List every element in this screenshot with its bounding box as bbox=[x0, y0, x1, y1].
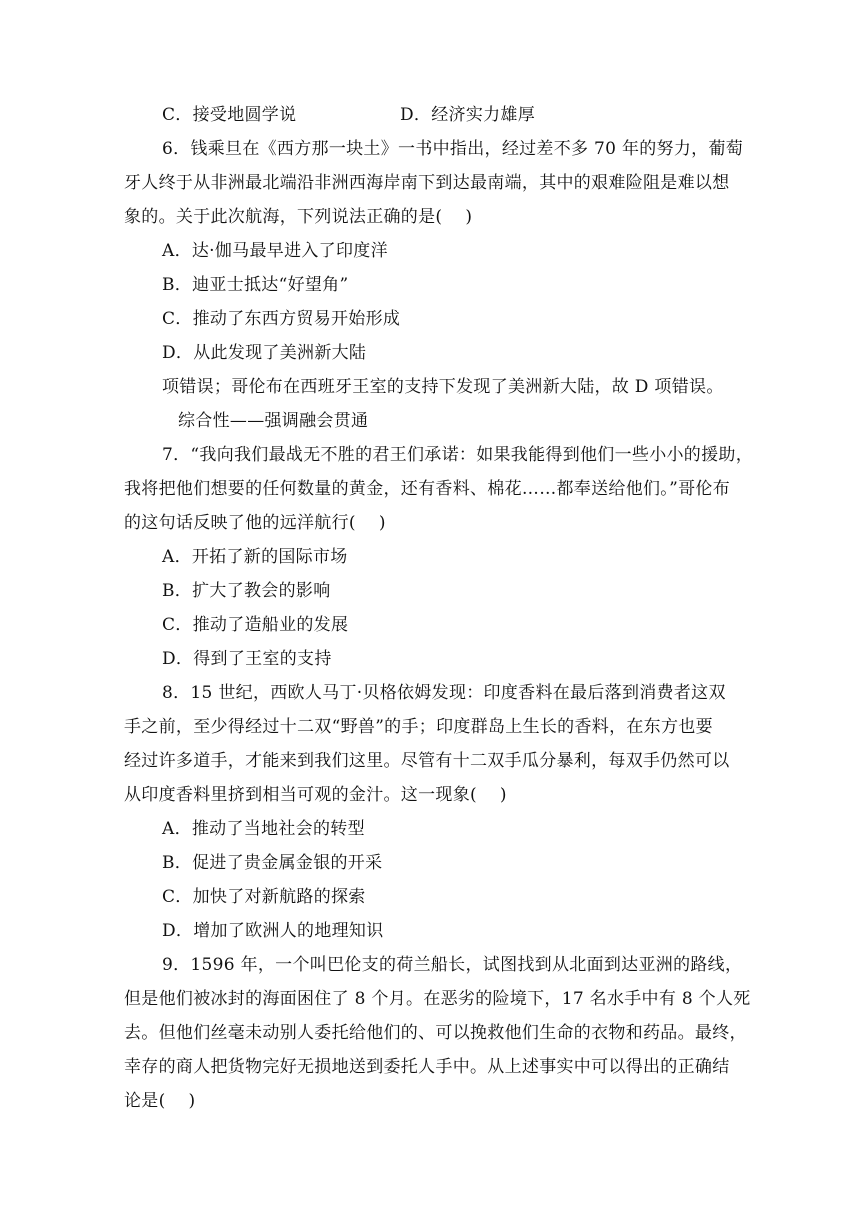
q9-stem-line-5: 论是( ) bbox=[124, 1091, 196, 1111]
q5-option-d: D．经济实力雄厚 bbox=[400, 105, 536, 125]
q8-stem-line-1: 8．15 世纪，西欧人马丁·贝格依姆发现：印度香料在最后落到消费者这双 bbox=[162, 683, 726, 703]
q7-stem-line-3: 的这句话反映了他的远洋航行( ) bbox=[124, 513, 386, 533]
q9-stem-line-4: 幸存的商人把货物完好无损地送到委托人手中。从上述事实中可以得出的正确结 bbox=[124, 1057, 730, 1077]
q9-stem-line-1: 9．1596 年，一个叫巴伦支的荷兰船长，试图找到从北面到达亚洲的路线， bbox=[162, 955, 743, 975]
q7-option-a: A．开拓了新的国际市场 bbox=[162, 547, 348, 567]
q7-option-b: B．扩大了教会的影响 bbox=[162, 581, 331, 601]
q7-stem-line-1: 7．“我向我们最战无不胜的君王们承诺：如果我能得到他们一些小小的援助， bbox=[162, 445, 754, 465]
q8-stem-line-3: 经过许多道手，才能来到我们这里。尽管有十二双手瓜分暴利，每双手仍然可以 bbox=[124, 751, 730, 771]
q8-option-d: D．增加了欧洲人的地理知识 bbox=[162, 921, 384, 941]
q9-stem-line-3: 去。但他们丝毫未动别人委托给他们的、可以挽救他们生命的衣物和药品。最终， bbox=[124, 1023, 747, 1043]
q8-stem-line-2: 手之前，至少得经过十二双“野兽”的手；印度群岛上生长的香料，在东方也要 bbox=[124, 717, 713, 737]
q8-option-b: B．促进了贵金属金银的开采 bbox=[162, 853, 383, 873]
q7-stem-line-2: 我将把他们想要的任何数量的黄金，还有香料、棉花……都奉送给他们。”哥伦布 bbox=[124, 479, 730, 499]
q6-stem-line-2: 牙人终于从非洲最北端沿非洲西海岸南下到达最南端，其中的艰难险阻是难以想 bbox=[124, 173, 730, 193]
q7-option-c: C．推动了造船业的发展 bbox=[162, 615, 349, 635]
q6-option-c: C．推动了东西方贸易开始形成 bbox=[162, 309, 401, 329]
q5-option-c: C．接受地圆学说 bbox=[162, 105, 297, 125]
q6-stem-line-1: 6．钱乘旦在《西方那一块土》一书中指出，经过差不多 70 年的努力，葡萄 bbox=[162, 139, 744, 159]
q8-option-a: A．推动了当地社会的转型 bbox=[162, 819, 365, 839]
q6-leftover-explanation: 项错误；哥伦布在西班牙王室的支持下发现了美洲新大陆，故 D 项错误。 bbox=[162, 377, 724, 397]
q6-stem-line-3: 象的。关于此次航海，下列说法正确的是( ) bbox=[124, 207, 473, 227]
q8-stem-line-4: 从印度香料里挤到相当可观的金汁。这一现象( ) bbox=[124, 785, 507, 805]
q9-stem-line-2: 但是他们被冰封的海面困住了 8 个月。在恶劣的险境下，17 名水手中有 8 个人死 bbox=[124, 989, 751, 1009]
q6-option-b: B．迪亚士抵达“好望角” bbox=[162, 275, 349, 295]
q7-option-d: D．得到了王室的支持 bbox=[162, 649, 332, 669]
section-heading: 综合性——强调融会贯通 bbox=[178, 411, 369, 431]
q6-option-d: D．从此发现了美洲新大陆 bbox=[162, 343, 367, 363]
q8-option-c: C．加快了对新航路的探索 bbox=[162, 887, 366, 907]
q6-option-a: A．达·伽马最早进入了印度洋 bbox=[162, 241, 388, 261]
